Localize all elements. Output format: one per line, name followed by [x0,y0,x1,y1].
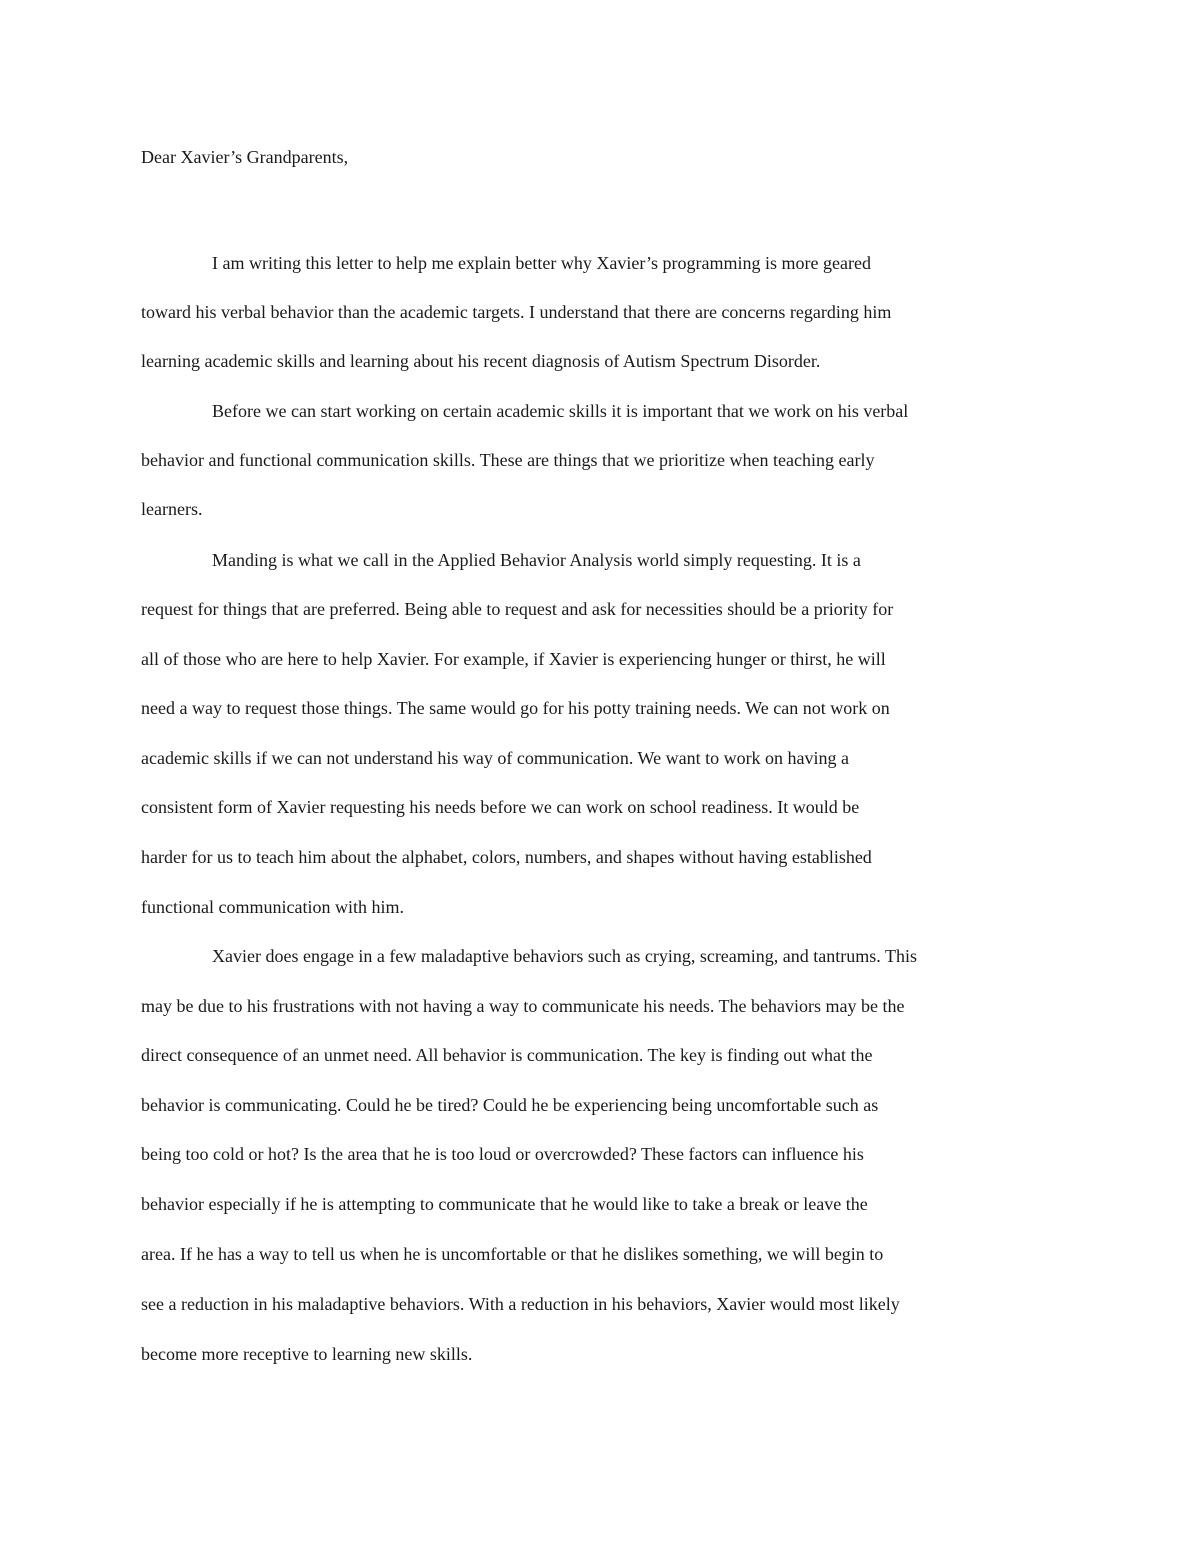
paragraph-2-line-1: Before we can start working on certain academic skills it is important that we work on his verbal [212,401,909,421]
paragraph-1-line-1: I am writing this letter to help me explain better why Xavier’s programming is more geared [212,253,871,273]
paragraph-4-line-1: Xavier does engage in a few maladaptive behaviors such as crying, screaming, and tantrums. This [212,946,917,966]
salutation: Dear Xavier’s Grandparents, [141,147,349,167]
paragraph-2-line-2: behavior and functional communication skills. These are things that we prioritize when teaching early [141,450,875,470]
paragraph-4-line-2: may be due to his frustrations with not having a way to communicate his needs. The behaviors may be the [141,996,905,1016]
paragraph-1-line-3: learning academic skills and learning about his recent diagnosis of Autism Spectrum Disorder. [141,351,821,371]
paragraph-1-line-2: toward his verbal behavior than the academic targets. I understand that there are concerns regarding him [141,302,892,322]
paragraph-4-line-4: behavior is communicating. Could he be tired? Could he be experiencing being uncomfortable such as [141,1095,879,1115]
paragraph-4-line-5: being too cold or hot? Is the area that he is too loud or overcrowded? These factors can influence his [141,1144,864,1164]
paragraph-4-line-7: area. If he has a way to tell us when he is uncomfortable or that he dislikes something, we will begin to [141,1244,884,1264]
paragraph-4-line-8: see a reduction in his maladaptive behaviors. With a reduction in his behaviors, Xavier would most likely [141,1294,900,1314]
paragraph-3-line-2: request for things that are preferred. Being able to request and ask for necessities should be a priority for [141,599,894,619]
paragraph-4-line-9: become more receptive to learning new skills. [141,1344,473,1364]
paragraph-3-line-7: harder for us to teach him about the alphabet, colors, numbers, and shapes without having established [141,847,872,867]
paragraph-2-line-3: learners. [141,499,203,519]
paragraph-3-line-5: academic skills if we can not understand his way of communication. We want to work on having a [141,748,850,768]
paragraph-3-line-1: Manding is what we call in the Applied Behavior Analysis world simply requesting. It is a [212,550,861,570]
paragraph-3-line-6: consistent form of Xavier requesting his needs before we can work on school readiness. It would be [141,797,860,817]
paragraph-3-line-3: all of those who are here to help Xavier. For example, if Xavier is experiencing hunger or thirst, he will [141,649,886,669]
paragraph-4-line-6: behavior especially if he is attempting to communicate that he would like to take a break or leave the [141,1194,868,1214]
paragraph-4-line-3: direct consequence of an unmet need. All behavior is communication. The key is finding out what the [141,1045,873,1065]
paragraph-3-line-4: need a way to request those things. The same would go for his potty training needs. We can not work on [141,698,890,718]
paragraph-3-line-8: functional communication with him. [141,897,404,917]
